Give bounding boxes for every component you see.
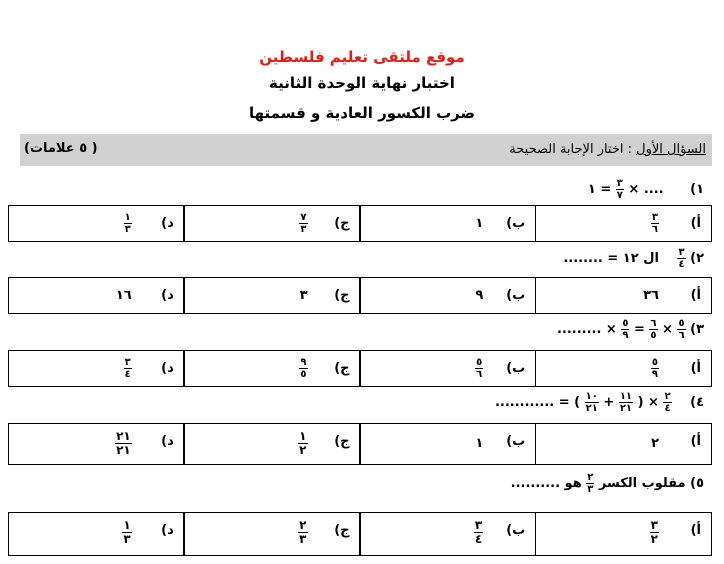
option-value: ١ ٣ (124, 212, 131, 235)
item-1-options (9, 205, 712, 242)
option-value: ٩ ٥ (300, 357, 307, 380)
option-value: ٣ (299, 288, 308, 303)
exam-title: اختبار نهاية الوحدة الثانية (269, 74, 455, 92)
option-value: ٣ ٦ (651, 212, 658, 235)
option-label: ج) (334, 523, 350, 538)
question-header-bar (20, 134, 712, 166)
option-a[interactable] (535, 205, 712, 242)
item-4-options (9, 423, 712, 465)
item-1-stem: ١) .... × ٣ ٧ = ١ (587, 178, 704, 201)
option-label: ب) (506, 288, 526, 303)
item-number: ٣) (690, 322, 704, 337)
option-value: ١ (475, 216, 484, 231)
option-value: ٢ (651, 436, 659, 451)
item-number: ٤) (690, 395, 704, 410)
item-5-options (9, 512, 712, 556)
option-a[interactable] (535, 350, 712, 387)
item-2-options (9, 277, 712, 314)
item-number: ١) (690, 182, 704, 197)
option-c[interactable] (183, 205, 360, 242)
item-3-options (9, 350, 712, 387)
site-title: موقع ملتقى تعليم فلسطين (259, 48, 465, 66)
item-number: ٢) (690, 251, 704, 266)
option-label: أ) (690, 216, 701, 231)
option-label: أ) (690, 288, 701, 303)
option-value: ١٦ (115, 288, 132, 303)
option-value: ٣٦ (643, 288, 659, 303)
option-b[interactable] (359, 350, 536, 387)
option-value: ٥ ٩ (651, 357, 658, 380)
option-label: د) (161, 216, 174, 231)
item-4-stem: ٤) ٢ ٤ × ( ١١ ٢١ + ١٠ ٢١ ) = ............ (494, 391, 704, 414)
option-label: ج) (334, 216, 350, 231)
option-label: ج) (334, 434, 350, 449)
option-label: د) (161, 523, 174, 538)
option-label: د) (161, 434, 174, 449)
fraction: ٣ ٧ (616, 178, 623, 201)
option-label: ج) (334, 288, 350, 303)
item-3-stem: ٣) ٥ ٦ × ٦ ٥ = ٥ ٩ × ......... (556, 318, 704, 341)
option-value: ١ (475, 436, 484, 451)
option-b[interactable] (359, 423, 536, 465)
option-c[interactable] (183, 277, 360, 314)
option-label: ب) (506, 216, 526, 231)
option-value: ٣ ٤ (474, 518, 483, 546)
option-value: ٣ ٤ (124, 357, 131, 380)
option-d[interactable] (8, 350, 185, 387)
option-b[interactable] (359, 205, 536, 242)
option-value: ١ ٣ (123, 518, 131, 546)
option-value: ٧ ٣ (300, 212, 307, 235)
option-d[interactable] (8, 205, 185, 242)
option-label: أ) (690, 361, 701, 376)
option-a[interactable] (535, 512, 712, 556)
question-instruction: : اختار الإجابة الصحيحة (509, 142, 633, 157)
option-c[interactable] (183, 423, 360, 465)
option-label: ب) (506, 434, 526, 449)
option-label: ج) (334, 361, 350, 376)
option-a[interactable] (535, 423, 712, 465)
option-b[interactable] (359, 277, 536, 314)
option-value: ٢ ٣ (299, 518, 307, 546)
item-number: ٥) (690, 476, 704, 491)
option-b[interactable] (359, 512, 536, 556)
option-label: ب) (506, 523, 526, 538)
marks-label: ( ٥ علامات) (24, 141, 98, 156)
option-d[interactable] (8, 423, 185, 465)
option-c[interactable] (183, 350, 360, 387)
topic-title: ضرب الكسور العادية و قسمتها (248, 104, 475, 122)
option-label: أ) (690, 434, 701, 449)
item-5-stem: ٥) مقلوب الكسر ٢ ٣ هو .......... (510, 472, 704, 495)
option-value: ٩ (475, 288, 484, 303)
option-d[interactable] (8, 512, 185, 556)
option-value: ٢١ ٢١ (116, 429, 131, 457)
option-value: ٥ ٦ (476, 357, 483, 380)
option-label: ب) (506, 361, 526, 376)
question-label: السؤال الأول (636, 142, 706, 157)
option-c[interactable] (183, 512, 360, 556)
option-a[interactable] (535, 277, 712, 314)
option-label: أ) (690, 523, 701, 538)
item-2-stem: ٢) ٣ ٤ ال ١٢ = ........ (563, 247, 704, 270)
option-d[interactable] (8, 277, 185, 314)
fraction: ٣ ٤ (678, 247, 685, 270)
option-label: د) (161, 288, 174, 303)
option-value: ١ ٢ (299, 429, 307, 457)
option-label: د) (161, 361, 174, 376)
option-value: ٣ ٢ (650, 518, 658, 546)
question-heading (509, 142, 706, 157)
